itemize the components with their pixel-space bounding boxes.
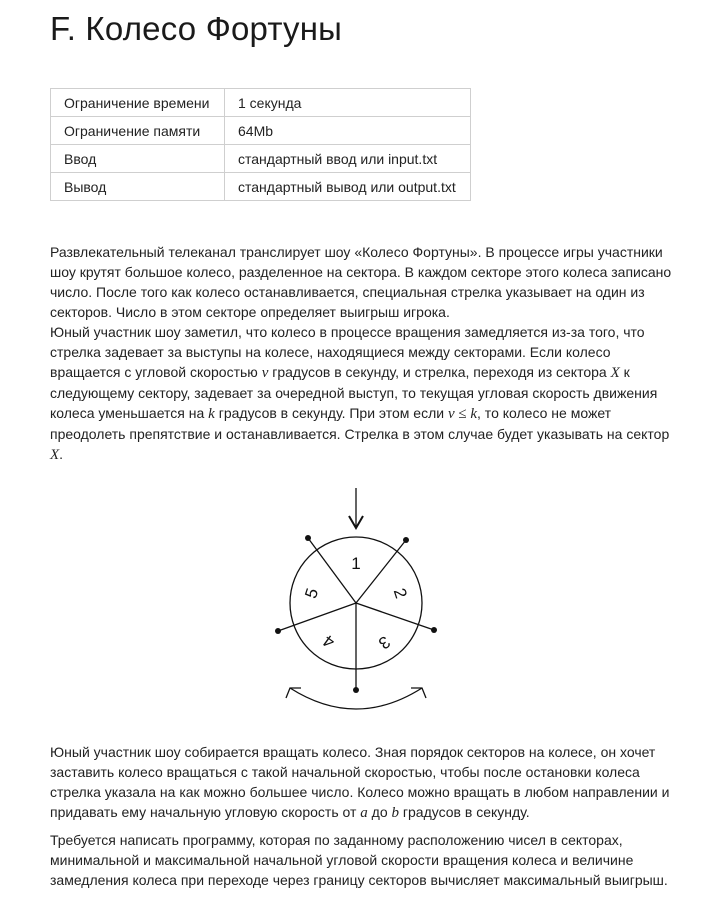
text-line [50,362,675,383]
limit-key: Вывод [51,173,225,201]
sector-label: 2 [389,585,411,601]
sector-label: 4 [319,630,339,652]
text-line: секторов. Число в этом секторе определяет выигрыш игрока. [50,304,450,320]
knob-dot [305,535,311,541]
limits-table [50,88,471,201]
text-fragment: , то колесо не может [477,405,612,421]
text-line: Требуется написать программу, которая по заданному расположению чисел в секторах, [50,832,623,848]
math-x: X [610,365,620,381]
knob-dot [403,537,409,543]
text-fragment: градусов в секунду. При этом если [214,405,448,421]
text-line: Юный участник шоу заметил, что колесо в процессе вращения замедляется из-за того, что [50,324,645,340]
math-k: k [208,406,215,422]
text-line: замедления колеса при переходе через границу секторов вычисляет максимальный выигрыш. [50,872,668,888]
statement-paragraph-1 [50,242,675,465]
math-v-le-k: v ≤ k [447,406,478,422]
text-line: следующему сектору, задевает за очередной выступ, то текущая угловая скорость движения [50,385,658,401]
text-fragment: к [619,364,630,380]
text-line: число. После того как колесо останавливается, специальная стрелка указывает на один из [50,284,645,300]
limit-key: Ограничение времени [51,89,225,117]
text-line [50,444,675,465]
limit-value: 64Mb [225,117,471,145]
statement-paragraph-2 [50,742,675,823]
knob-dot [353,687,359,693]
sector-label: 1 [351,554,361,573]
text-fragment: градусов в секунду. [399,804,530,820]
math-v: v [261,365,269,381]
text-fragment: до [367,804,392,820]
limit-key: Ввод [51,145,225,173]
table-row [51,89,471,117]
limit-key: Ограничение памяти [51,117,225,145]
knob-dot [431,627,437,633]
text-fragment: придавать ему начальную угловую скорость от [50,804,361,820]
text-line: стрелка задевает за выступы на колесе, находящиеся между секторами. Если колесо [50,344,611,360]
table-row [51,173,471,201]
text-fragment: вращается с угловой скоростью [50,364,262,380]
text-line [50,802,675,823]
text-line: Развлекательный телеканал транслирует шоу «Колесо Фортуны». В процессе игры участники [50,244,663,260]
math-b: b [391,805,400,821]
text-line [50,403,675,424]
sector-label: 5 [301,585,323,601]
math-x: X [50,447,60,463]
limit-value: стандартный вывод или output.txt [225,173,471,201]
table-row [51,145,471,173]
text-line: заставить колесо вращаться с такой начальной скоростью, чтобы после остановки колеса [50,764,640,780]
text-line: шоу крутят большое колесо, разделенное на сектора. В каждом секторе этого колеса записано [50,264,672,280]
table-row [51,117,471,145]
statement-paragraph-3 [50,830,675,890]
math-a: a [360,805,368,821]
text-fragment: . [59,446,64,462]
knob-dot [275,628,281,634]
text-line: минимальной и максимальной начальной угловой скорости вращения колеса и величине [50,852,634,868]
text-line: преодолеть препятствие и останавливается. Стрелка в этом случае будет указывать на сектор [50,426,670,442]
page-title: F. Колесо Фортуны [50,10,343,47]
text-fragment: градусов в секунду, и стрелка, переходя из сектора [268,364,611,380]
text-line: стрелка указала на как можно большее число. Колесо можно вращать в любом направлении и [50,784,670,800]
limit-value: 1 секунда [225,89,471,117]
limit-value: стандартный ввод или input.txt [225,145,471,173]
text-fragment: колеса уменьшается на [50,405,209,421]
text-line: Юный участник шоу собирается вращать колесо. Зная порядок секторов на колесе, он хочет [50,744,656,760]
sector-label: 3 [374,631,394,653]
wheel-diagram [260,480,450,720]
